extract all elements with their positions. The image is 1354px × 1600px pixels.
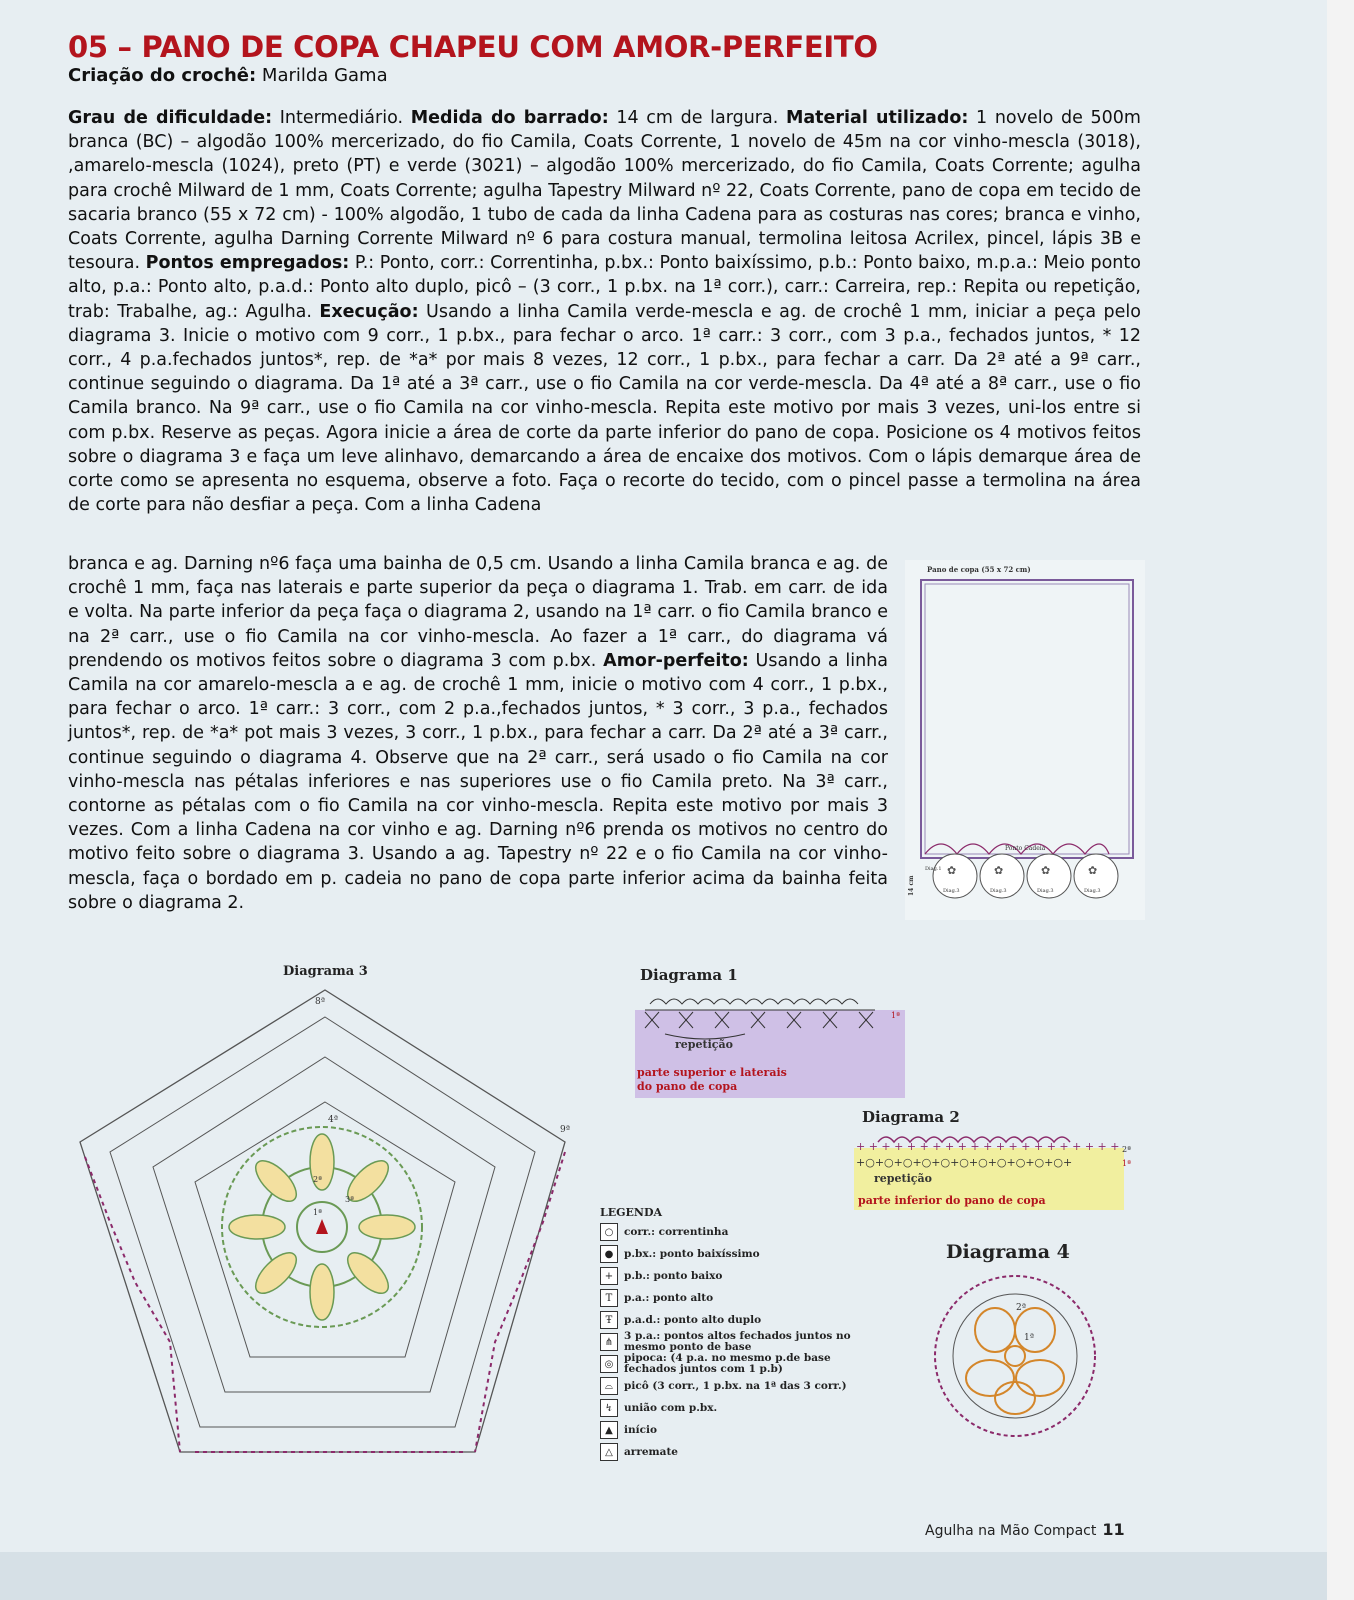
page-number: 11	[1102, 1520, 1125, 1539]
svg-text:✿: ✿	[947, 864, 957, 877]
diagram-1	[615, 990, 915, 1105]
diagram-1-repeat-label: repetição	[675, 1038, 733, 1051]
schema-title: Pano de copa (55 x 72 cm)	[927, 565, 1031, 574]
diagram-3	[65, 982, 595, 1482]
svg-text:✿: ✿	[994, 864, 1004, 877]
credit-label: Criação do crochê:	[68, 65, 257, 86]
slip-stitch-icon: ●	[600, 1245, 618, 1263]
diagram-4-round-2: 2ª	[1016, 1303, 1027, 1313]
scan-margin-right	[1327, 0, 1354, 1600]
stitches-value: P.: Ponto, corr.: Correntinha, p.bx.: Ponto baixíssimo, p.b.: Ponto baixo, m.p.a.: Meio ponto alto, p.a.: Ponto alto, p.a.d.: Ponto alto duplo, picô – (3 corr., 1 p.bx. na 1ª corr.), carr.: Carreira, rep.: Repita ou repetição, trab: Trabalhe, ag.: Agulha.	[68, 253, 1141, 322]
diagram-3-round-9: 9ª	[560, 1125, 571, 1135]
legend-item: ⋔ 3 p.a.: pontos altos fechados juntos no mesmo ponto de base	[600, 1331, 884, 1353]
legend-item: ↯ união com p.bx.	[600, 1397, 884, 1419]
page-title: 05 – PANO DE COPA CHAPEU COM AMOR-PERFEITO	[68, 30, 878, 64]
diagram-2-caption: parte inferior do pano de copa	[858, 1194, 1046, 1207]
double-crochet-icon: T	[600, 1289, 618, 1307]
diagram-2-title: Diagrama 2	[862, 1108, 960, 1126]
material-value: 1 novelo de 500m branca (BC) – algodão 100% mercerizado, do fio Camila, Coats Corrente, 1 novelo de 45m na cor vinho-mescla (3018), ,amarelo-mescla (1024), preto (PT) e verde (3021) – algodão 100% mercerizado, do fio Camila, Coats Corrente; agulha para crochê Milward de 1 mm, Coats Corrente; agulha Tapestry Milward nº 22, Coats Corrente, pano de copa em tecido de sacaria branco (55 x 72 cm) - 100% algodão, 1 tubo de cada da linha Cadena para as costuras nas cores; branca e vinho, Coats Corrente, agulha Darning Corrente Milward nº 6 para costura manual, termolina leitosa Acrilex, pincel, lápis 3B e tesoura.	[68, 108, 1141, 274]
legend-item: ○ corr.: correntinha	[600, 1221, 884, 1243]
single-crochet-icon: +	[600, 1267, 618, 1285]
magazine-name: Agulha na Mão Compact	[925, 1523, 1097, 1539]
diagram-4-petals	[966, 1308, 1064, 1414]
chain-icon: ○	[600, 1223, 618, 1241]
legend-item: △ arremate	[600, 1441, 884, 1463]
legend-item: ▲ início	[600, 1419, 884, 1441]
schema-diag-label-2: Diag.3	[943, 888, 960, 894]
execution-continuation: branca e ag. Darning nº6 faça uma bainha de 0,5 cm. Usando a linha Camila branca e ag. de crochê 1 mm, faça nas laterais e parte superior da peça o diagrama 1. Trab. em carr. de ida e volta. Na parte inferior da peça faça o diagrama 2, usando na 1ª carr. o fio Camila branco e na 2ª carr., use o fio Camila na cor vinho-mescla. Ao fazer a 1ª carr., do diagrama vá prendendo os motivos feitos sobre o diagrama 3 com p.bx.	[68, 554, 888, 671]
diagram-4-round-1: 1ª	[1024, 1333, 1035, 1343]
legend-item: ◎ pipoca: (4 p.a. no mesmo p.de base fechados juntos com 1 p.b)	[600, 1353, 884, 1375]
svg-text:✿: ✿	[1041, 864, 1051, 877]
scan-margin-bottom	[0, 1552, 1327, 1600]
diagram-1-caption-line1: parte superior e laterais	[637, 1066, 787, 1079]
start-marker-icon	[316, 1219, 328, 1234]
legend-item: T p.a.: ponto alto	[600, 1287, 884, 1309]
credit-value: Marilda Gama	[261, 65, 388, 86]
svg-text:✿: ✿	[1088, 864, 1098, 877]
start-icon: ▲	[600, 1421, 618, 1439]
diagram-3-round-4: 4ª	[328, 1115, 339, 1125]
diagram-2-row1-label: 1ª	[1122, 1159, 1131, 1168]
stitches-label: Pontos empregados:	[145, 253, 350, 274]
diagram-4	[920, 1268, 1110, 1443]
pansy-value: Usando a linha Camila na cor amarelo-mescla a e ag. de crochê 1 mm, inicie o motivo com 4 corr., 1 p.bx., para fechar o arco. 1ª carr.: 3 corr., com 2 p.a.,fechados juntos, * 3 corr., 3 p.a., fechados juntos*, rep. de *a* pot mais 3 vezes, 3 corr., 1 p.bx., para fechar a carr. Da 2ª até a 3ª carr., continue seguindo o diagrama 4. Observe que na 2ª carr., será usado o fio Camila na cor vinho-mescla nas pétalas inferiores e nas superiores use o fio Camila preto. Na 3ª carr., contorne as pétalas com o fio Camila na cor vinho-mescla. Repita este motivo por mais 3 vezes. Com a linha Cadena na cor vinho e ag. Darning nº6 prenda os motivos no centro do motivo feito sobre o diagrama 3. Usando a ag. Tapestry nº 22 e o fio Camila na cor vinho-mescla, faça o bordado em p. cadeia no pano de copa parte inferior acima da bainha feita sobre o diagrama 2.	[68, 650, 888, 913]
diagram-3-round-3: 3ª	[345, 1195, 354, 1204]
size-value: 14 cm de largura.	[616, 108, 779, 128]
execution-value: Usando a linha Camila verde-mescla e ag. de crochê 1 mm, iniciar a peça pelo diagrama 3. Inicie o motivo com 9 corr., 1 p.bx., para fechar o arco. 1ª carr.: 3 corr., com 3 p.a., fechados juntos, * 12 corr., 4 p.a.fechados juntos*, rep. de *a* por mais 8 vezes, 12 corr., 1 p.bx., para fechar a carr. Da 2ª até a 9ª carr., continue seguindo o diagrama. Da 1ª até a 3ª carr., use o fio Camila na cor verde-mescla. Da 4ª até a 8ª carr., use o fio Camila branco. Na 9ª carr., use o fio Camila na cor vinho-mescla. Repita este motivo por mais 3 vezes, uni-los entre si com p.bx. Reserve as peças. Agora inicie a área de corte da parte inferior do pano de copa. Posicione os 4 motivos feitos sobre o diagrama 3 e faça um leve alinhavo, demarcando a área de encaixe dos motivos. Com o lápis demarque área de corte como se apresenta no esquema, observe a foto. Faça o recorte do tecido, com o pincel passe a termolina na área de corte para não desfiar a peça. Com a linha Cadena	[68, 301, 1141, 516]
diagram-3-round-8: 8ª	[315, 997, 326, 1007]
diagram-3-round-2: 2ª	[313, 1175, 322, 1184]
legend-item: Ŧ p.a.d.: ponto alto duplo	[600, 1309, 884, 1331]
join-icon: ↯	[600, 1399, 618, 1417]
diagram-1-row-label: 1ª	[891, 1011, 900, 1020]
svg-text:+ + + + + + + + + + + + + + +: + + + + + + + + + + + + + + + + + + + + +	[856, 1140, 1120, 1153]
legend-item: ● p.bx.: ponto baixíssimo	[600, 1243, 884, 1265]
legend-item: + p.b.: ponto baixo	[600, 1265, 884, 1287]
picot-icon: ⌓	[600, 1377, 618, 1395]
popcorn-icon: ◎	[600, 1355, 618, 1373]
schema-diag-label-5: Diag.3	[1084, 888, 1101, 894]
schema-height-label: 14 cm	[908, 875, 915, 896]
execution-label: Execução:	[319, 301, 419, 322]
svg-text:+○+○+○+○+○+○+○+○+○+○+○+: +○+○+○+○+○+○+○+○+○+○+○+	[856, 1156, 1073, 1169]
difficulty-value: Intermediário.	[279, 108, 404, 128]
cluster-icon: ⋔	[600, 1333, 618, 1351]
instructions-paragraph-1	[68, 106, 1141, 517]
pansy-label: Amor-perfeito:	[603, 650, 749, 671]
diagram-2	[850, 1128, 1140, 1212]
treble-crochet-icon: Ŧ	[600, 1311, 618, 1329]
diagram-3-title: Diagrama 3	[283, 964, 368, 979]
page-footer	[925, 1520, 1125, 1539]
size-label: Medida do barrado:	[410, 108, 609, 128]
diagram-2-repeat-label: repetição	[874, 1172, 932, 1185]
diagram-1-caption-line2: do pano de copa	[637, 1080, 738, 1093]
legend-item: ⌓ picô (3 corr., 1 p.bx. na 1ª das 3 corr.)	[600, 1375, 884, 1397]
diagram-4-title: Diagrama 4	[946, 1241, 1070, 1263]
diagram-1-title: Diagrama 1	[640, 966, 738, 984]
schema-diag-label-4: Diag.3	[1037, 888, 1054, 894]
material-label: Material utilizado:	[785, 108, 969, 128]
diagram-3-round-1: 1ª	[313, 1208, 322, 1217]
schema-point-label: Ponto Cadeia	[1005, 845, 1046, 852]
instructions-paragraph-2	[68, 552, 888, 915]
legend-title: LEGENDA	[600, 1206, 663, 1219]
legend	[600, 1206, 884, 1463]
towel-schema	[905, 560, 1145, 920]
finish-icon: △	[600, 1443, 618, 1461]
credit-line	[68, 65, 388, 86]
schema-diag-label-3: Diag.3	[990, 888, 1007, 894]
schema-diag-label-1: Diag.1	[925, 866, 942, 872]
diagram-2-row2-label: 2ª	[1122, 1145, 1131, 1154]
difficulty-label: Grau de dificuldade:	[68, 108, 273, 128]
